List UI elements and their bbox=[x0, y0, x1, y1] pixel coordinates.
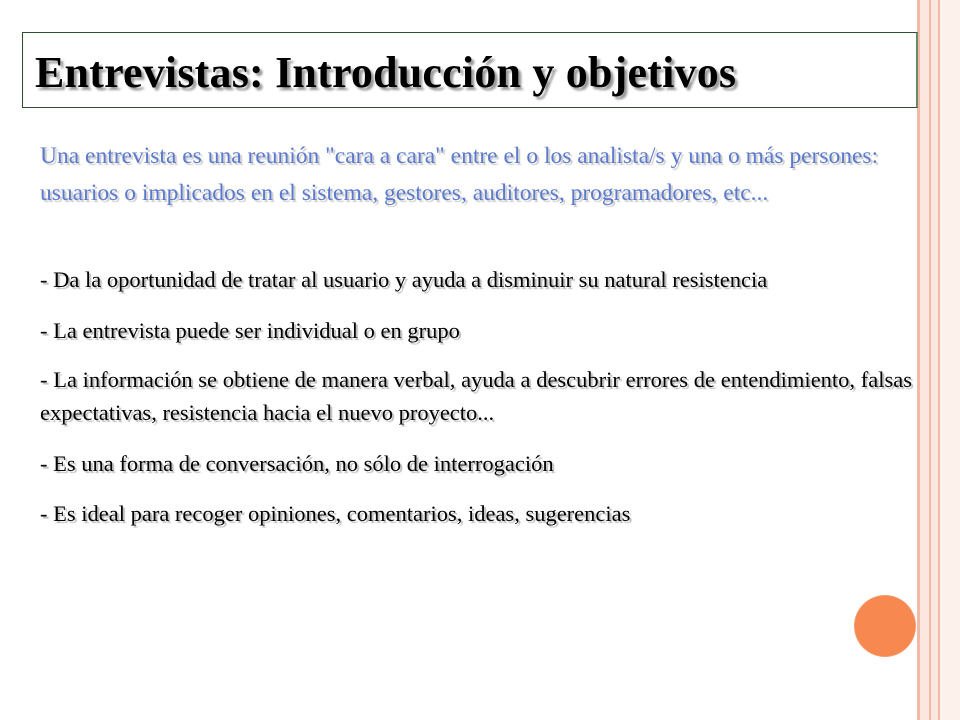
slide-title: Entrevistas: Introducción y objetivos bbox=[35, 48, 737, 97]
decorative-circle bbox=[855, 596, 915, 656]
bullet-item: - La información se obtiene de manera verbal, ayuda a descubrir errores de entendimiento, falsas expectativas, resistencia hacia el nuevo proyecto... bbox=[40, 367, 912, 425]
right-frame-stripe bbox=[940, 0, 960, 720]
bullet-item: - Es ideal para recoger opiniones, comentarios, ideas, sugerencias bbox=[40, 501, 631, 526]
title-box bbox=[22, 32, 918, 108]
right-frame-stripe bbox=[931, 0, 938, 720]
bullet-item: - Da la oportunidad de tratar al usuario y ayuda a disminuir su natural resistencia bbox=[40, 267, 768, 292]
intro-paragraph: Una entrevista es una reunión "cara a cara" entre el o los analista/s y una o más persones: usuarios o implicados en el sistema, gestores, auditores, programadores, etc... bbox=[40, 143, 879, 206]
bullet-item: - Es una forma de conversación, no sólo de interrogación bbox=[40, 451, 554, 476]
right-frame-stripe bbox=[920, 0, 929, 720]
bullet-item: - La entrevista puede ser individual o en grupo bbox=[40, 318, 460, 343]
bullet-list bbox=[40, 263, 912, 530]
